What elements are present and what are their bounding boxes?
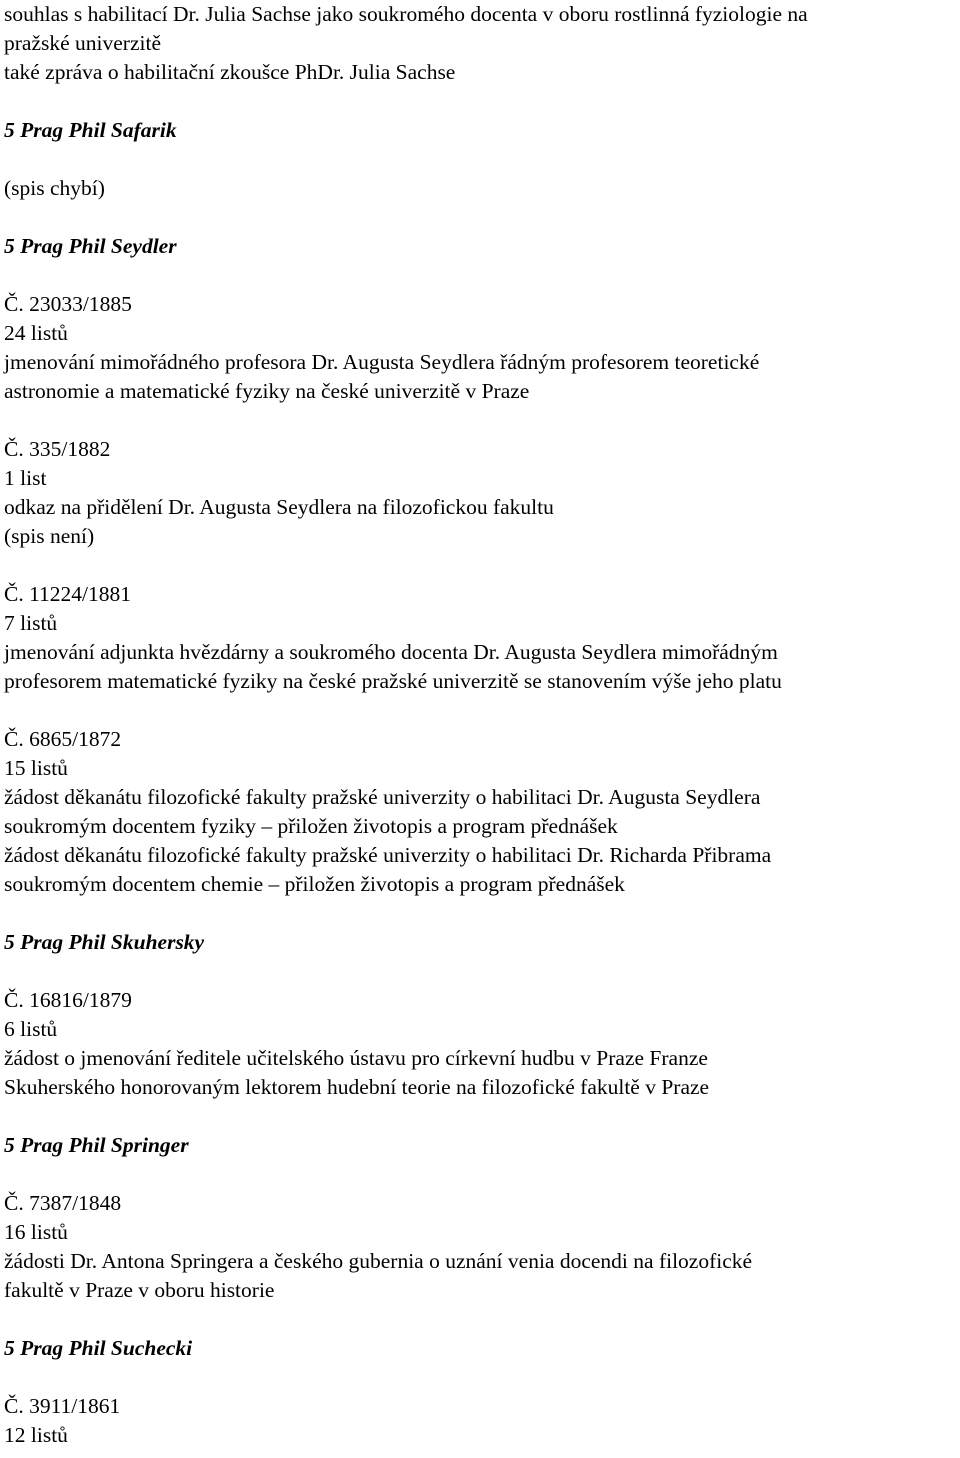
section-heading: 5 Prag Phil Seydler [4,234,177,258]
paragraph-gap [4,1102,954,1131]
text-line: 16 listů [4,1220,68,1244]
paragraph-gap [4,261,954,290]
text-line: souhlas s habilitací Dr. Julia Sachse jako soukromého docenta v oboru rostlinná fyziologie na [4,2,808,26]
text-line: Č. 335/1882 [4,437,111,461]
text-line: také zpráva o habilitační zkoušce PhDr. Julia Sachse [4,60,456,84]
text-line: pražské univerzitě [4,31,161,55]
text-line: žádost děkanátu filozofické fakulty pražské univerzity o habilitaci Dr. Augusta Seydlera [4,785,761,809]
paragraph-gap [4,1305,954,1334]
text-line: (spis chybí) [4,176,105,200]
text-line: Č. 7387/1848 [4,1191,122,1215]
document-page [4,0,954,1450]
text-line: Č. 6865/1872 [4,727,122,751]
section-heading: 5 Prag Phil Skuhersky [4,930,205,954]
paragraph-gap [4,87,954,116]
section-heading: 5 Prag Phil Springer [4,1133,189,1157]
paragraph-gap [4,145,954,174]
text-line: profesorem matematické fyziky na české pražské univerzitě se stanovením výše jeho platu [4,669,782,693]
paragraph-gap [4,1363,954,1392]
paragraph-gap [4,957,954,986]
text-line: žádosti Dr. Antona Springera a českého gubernia o uznání venia docendi na filozofické [4,1249,753,1273]
text-line: 7 listů [4,611,58,635]
text-line: jmenování adjunkta hvězdárny a soukromého docenta Dr. Augusta Seydlera mimořádným [4,640,778,664]
text-line: (spis není) [4,524,95,548]
text-line: 1 list [4,466,47,490]
paragraph-gap [4,406,954,435]
paragraph-gap [4,696,954,725]
text-line: Č. 23033/1885 [4,292,132,316]
text-line: 24 listů [4,321,68,345]
text-line: Č. 16816/1879 [4,988,132,1012]
section-heading: 5 Prag Phil Suchecki [4,1336,193,1360]
text-line: astronomie a matematické fyziky na české univerzitě v Praze [4,379,530,403]
text-line: žádost o jmenování ředitele učitelského ústavu pro církevní hudbu v Praze Franze [4,1046,708,1070]
text-line: soukromým docentem chemie – přiložen životopis a program přednášek [4,872,625,896]
text-line: žádost děkanátu filozofické fakulty pražské univerzity o habilitaci Dr. Richarda Přibrama [4,843,772,867]
paragraph-gap [4,899,954,928]
text-line: odkaz na přidělení Dr. Augusta Seydlera na filozofickou fakultu [4,495,554,519]
text-line: Skuherského honorovaným lektorem hudební teorie na filozofické fakultě v Praze [4,1075,710,1099]
text-line: jmenování mimořádného profesora Dr. Augusta Seydlera řádným profesorem teoretické [4,350,760,374]
paragraph-gap [4,551,954,580]
text-line: Č. 3911/1861 [4,1394,121,1418]
section-heading: 5 Prag Phil Safarik [4,118,177,142]
text-line: fakultě v Praze v oboru historie [4,1278,275,1302]
paragraph-gap [4,203,954,232]
text-line: 6 listů [4,1017,58,1041]
text-line: 15 listů [4,756,68,780]
text-line: soukromým docentem fyziky – přiložen životopis a program přednášek [4,814,618,838]
text-line: 12 listů [4,1423,68,1447]
paragraph-gap [4,1160,954,1189]
text-line: Č. 11224/1881 [4,582,132,606]
